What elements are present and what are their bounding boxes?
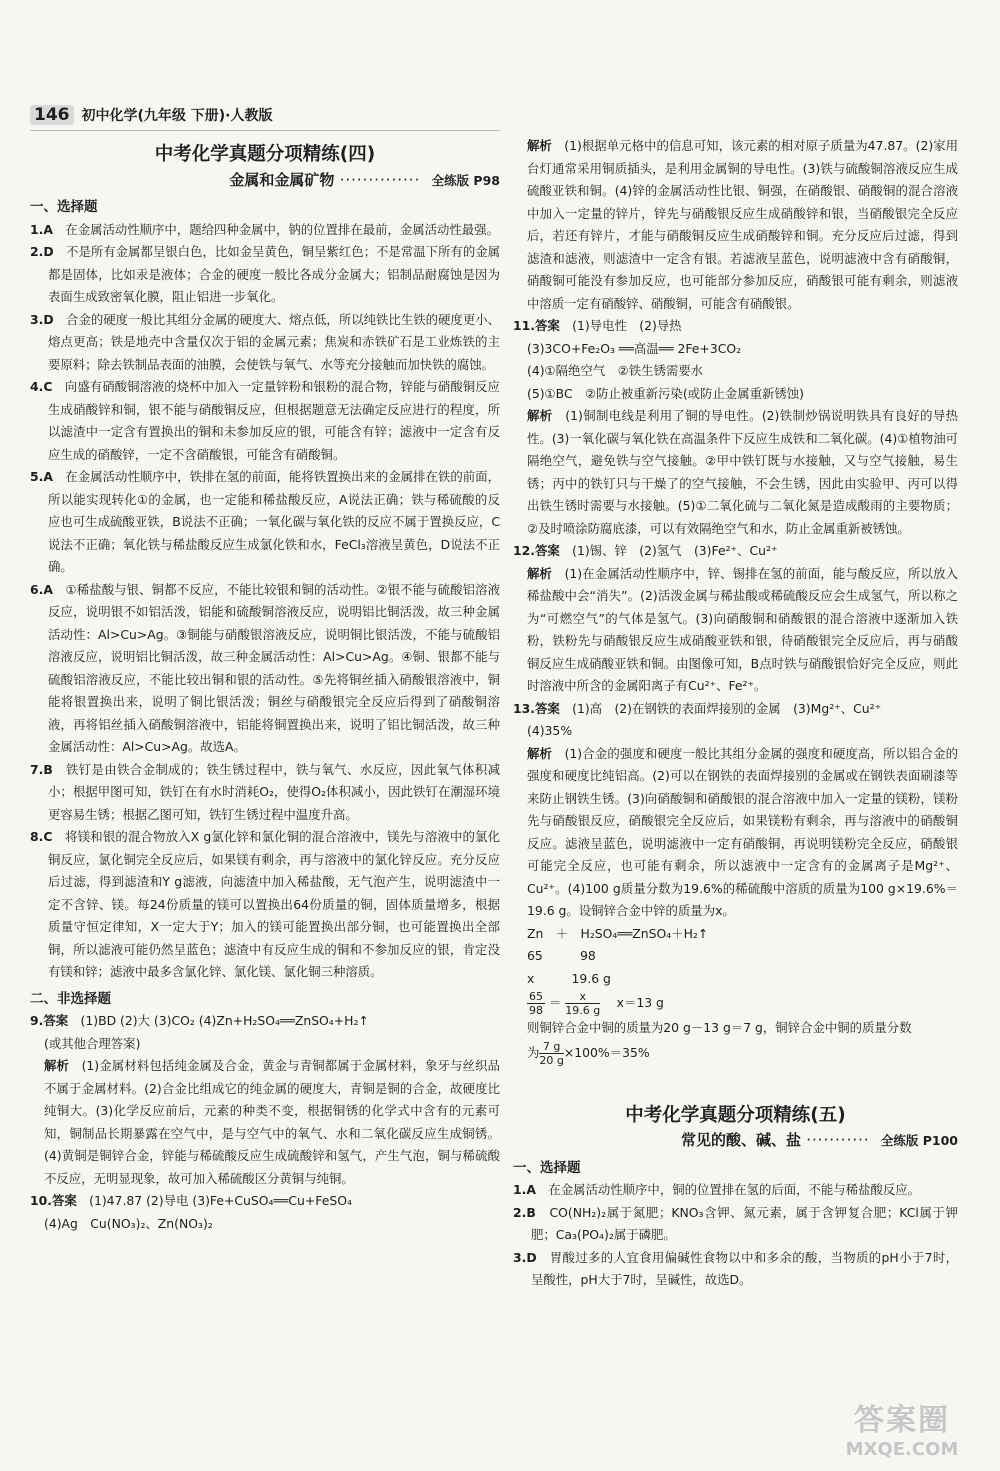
answer-item [513,1247,958,1292]
answer-item [513,315,958,338]
item-number: 1.A [513,1182,536,1197]
answer-item [30,309,500,377]
pct-result: ×100%＝35% [563,1044,650,1060]
analysis [513,405,958,540]
answer-note: (或其他合理答案) [44,1035,141,1051]
item-text: CO(NH₂)₂属于氮肥；KNO₃含钾、氮元素，属于含钾复合肥；KCl属于钾肥；Ca₃(PO₄)₂属于磷肥。 [531,1204,958,1242]
part-heading: 一、选择题 [513,1159,581,1176]
numerator: 65 [529,990,543,1003]
watermark [822,1395,982,1465]
item-text: 在金属活动性顺序中，铜的位置排在氢的后面，不能与稀盐酸反应。 [548,1182,921,1197]
subtitle-text: 常见的酸、碱、盐 [680,1131,801,1149]
answer-item [30,466,500,579]
subtitle-ref: 全练版 P98 [431,172,500,188]
analysis [513,563,958,698]
item-answer: (1)锡、锌 (2)氢气 (3)Fe²⁺、Cu²⁺ [572,543,778,558]
answer-item [30,376,500,466]
analysis-label: 解析 [527,138,552,153]
numerator: 7 g [539,1040,563,1054]
item-answer: (1)高 (2)在钢铁的表面焊接别的金属 (3)Mg²⁺、Cu²⁺ [572,700,882,716]
answer-item [30,1010,500,1033]
denominator: 19.6 g [565,1004,601,1017]
answer-label: 答案 [534,700,560,716]
analysis [513,135,958,315]
item-answer: (1)BD (2)大 (3)CO₂ (4)Zn+H₂SO₄══ZnSO₄+H₂↑ [80,1013,369,1028]
fraction [565,990,600,1017]
item-text: ①稀盐酸与银、铜都不反应，不能比较银和铜的活动性。②银不能与硫酸铝溶液反应，说明银不如铝活泼，铝能和硫酸铜溶液反应，说明铝比铜活泼，故三种金属活动性：Al>Cu>Ag。③铜能与硝酸银溶液反应，说明铜比银活泼，不能与硫酸铝溶液反应，说明铝比铜活泼，故三种金属活动性：Al>Cu>Ag。④铜、银都不能与硫酸铝溶液反应，不能比较出铜和银的活动性。⑤先将铜丝插入硝酸银溶液中，铜能将银置换出来，说明了铜比银活泼；铜丝与硝酸银完全反应后得到了硝酸铜溶液，再将铝丝插入硝酸铜溶液中，铝能将铜置换出来，说明了铝比铜活泼，故三种金属活动性：Al>Cu>Ag。故选A。 [48,581,501,754]
item-number: 6.A [30,581,53,597]
watermark-logo: 答案圈 [854,1403,950,1438]
calc-row: x 19.6 g [527,970,611,986]
item-number: 5.A [30,469,53,484]
answer-item [30,1190,500,1213]
analysis-label: 解析 [44,1058,70,1073]
book-title: 初中化学(九年级 下册)·人教版 [81,108,273,124]
part-heading: 一、选择题 [30,199,98,215]
analysis-label: 解析 [527,565,553,581]
item-number: 2.D [30,244,54,259]
item-number: 12. [513,543,535,558]
item-number: 3.D [513,1249,537,1265]
answer-item [513,1202,958,1247]
section-subtitle [513,1129,958,1153]
item-number: 9. [30,1013,44,1028]
answer-item [30,826,500,984]
item-text: 向盛有硝酸铜溶液的烧杯中加入一定量锌粉和银粉的混合物，锌能与硝酸铜反应生成硝酸锌和铜，银不能与硝酸铜反应，但根据题意无法确定反应进行的程度，所以滤渣中一定含有置换出的铜和未参加反应的银，可能含有锌；滤液中一定含有反应生成的硝酸锌，一定不含硝酸银，可能含有硝酸铜。 [48,379,501,462]
answer-item [30,219,500,242]
calc-equation: Zn ＋ H₂SO₄══ZnSO₄＋H₂↑ [527,925,709,941]
analysis-label: 解析 [527,408,553,423]
item-text: 将镁和银的混合物放入X g氯化锌和氯化铜的混合溶液中，镁先与溶液中的氯化铜反应，氯化铜完全反应后，如果镁有剩余，再与溶液中的氯化锌反应。充分反应后过滤，得到滤渣和Y g滤液，向滤渣中加入稀盐酸，无气泡产生，说明滤渣中一定不含锌、镁。每24份质量的镁可以置换出64份质量的铜，固体质量增多，根据质量守恒定律知，X一定大于Y；加入的镁可能置换出部分铜，也可能置换出全部铜，所以滤液可能仍然呈蓝色；滤渣中有反应生成的铜和不参加反应的银，肯定没有镁和锌；滤液中最多含氯化锌、氯化镁、氯化铜三种溶质。 [48,829,501,979]
denominator: 98 [529,1004,543,1017]
calc-result: x＝13 g [616,995,664,1010]
analysis-label: 解析 [527,745,553,761]
right-column [513,135,958,1292]
subtitle-dots: ·············· [339,170,421,189]
part-heading: 二、非选择题 [30,990,111,1007]
section-title: 中考化学真题分项精练(四) [154,144,376,165]
answer-line: (5)①BC ②防止被重新污染(或防止金属重新锈蚀) [527,385,805,401]
numerator: x [565,990,600,1004]
fraction [527,990,545,1017]
subtitle-ref: 全练版 P100 [880,1133,958,1148]
calc-row: 65 98 [527,948,596,963]
analysis-text: (1)合金的强度和硬度一般比其组分金属的强度和硬度高，所以铝合金的强度和硬度比纯铝高。(2)可以在钢铁的表面焊接别的金属或在钢铁表面刷漆等来防止钢铁生锈。(3)向硝酸铜和硝酸银的混合溶液中加入一定量的镁粉，镁粉先与硝酸银反应，硝酸银完全反应后，如果镁粉有剩余，再与溶液中的硝酸铜反应。滤液呈蓝色，说明滤液中一定有硝酸铜，再说明镁粉完全反应，硝酸银可能完全反应，也可能有剩余，所以滤液中一定含有的金属离子是Mg²⁺、Cu²⁺。(4)100 g质量分数为19.6%的稀硫酸中溶质的质量为100 g×19.6%＝19.6 g。设铜锌合金中锌的质量为x。 [527,745,958,918]
item-number: 2.B [513,1204,536,1220]
page-number: 146 [30,105,74,125]
analysis-text: (1)根据单元格中的信息可知，该元素的相对原子质量为47.87。(2)家用台灯通常采用铜质插头，是利用金属铜的导电性。(3)铁与硫酸铜溶液反应生成硫酸亚铁和铜。(4)锌的金属活动性比银、铜强，在硝酸银、硝酸铜的混合溶液中加入一定量的锌片，锌先与硝酸银反应生成硝酸锌和银，当硝酸银完全反应后，若还有锌片，才能与硝酸铜反应生成硝酸锌和铜。充分反应后过滤，得到滤渣和滤液，则滤渣中一定含有银。若滤液呈蓝色，说明滤液中含有硝酸铜，硝酸铜可能没有参加反应，也可能部分参加反应，硝酸银可能有剩余，则滤液中溶质一定有硝酸锌、硝酸铜，可能含有硝酸银。 [527,138,959,311]
answer-label: 答案 [43,1013,69,1028]
item-number: 3.D [30,311,54,327]
item-answer: (1)47.87 (2)导电 (3)Fe+CuSO₄══Cu+FeSO₄ [89,1193,352,1208]
answer-item [30,759,500,827]
analysis-text: (1)铜制电线是利用了铜的导电性。(2)铁制炒锅说明铁具有良好的导热性。(3)一氧化碳与氧化铁在高温条件下反应生成铁和二氧化碳。(4)①植物油可隔绝空气，避免铁与空气接触。②甲中铁钉既与水接触，又与空气接触，易生锈；丙中的铁钉只与干燥了的空气接触，不会生锈，因此由实验甲、丙可以得出铁生锈时需要与水接触。(5)①二氧化硫与二氧化氮是造成酸雨的主要物质；②及时喷涂防腐底漆，可以有效隔绝空气和水，防止金属重新被锈蚀。 [527,408,959,536]
item-number: 13. [513,700,535,716]
page-header [30,100,500,131]
item-number: 4.C [30,379,53,394]
item-text: 在金属活动性顺序中，题给四种金属中，钠的位置排在最前，金属活动性最强。 [65,221,499,237]
item-number: 1.A [30,221,53,237]
pct-prefix: 为 [527,1044,540,1060]
left-column [30,140,500,1235]
item-number: 8.C [30,829,53,844]
answer-item [513,698,958,721]
section-title: 中考化学真题分项精练(五) [625,1104,846,1126]
calc-percentage [513,1040,958,1067]
watermark-site: MXQE.COM [845,1439,959,1460]
item-text: 不是所有金属都呈银白色，比如金呈黄色，铜呈紫红色；不是常温下所有的金属都是固体，比如汞是液体；合金的硬度一般比各成分金属大；铝制品耐腐蚀是因为表面生成致密氧化膜，阻止铝进一步氧化。 [48,244,501,304]
item-number: 7.B [30,761,53,777]
fraction [539,1040,563,1067]
answer-label: 答案 [51,1193,77,1208]
subtitle-dots: ··········· [806,1131,870,1149]
answer-item [513,540,958,563]
calc-ratio: $\frac{65}{98}$ ＝ $\frac{x}{19.6 g}$ x＝13 g [529,990,664,1017]
answer-item [513,1179,958,1202]
answer-label: 答案 [534,543,560,558]
analysis [30,1055,500,1190]
denominator: 20 g [539,1053,564,1067]
item-text: 胃酸过多的人宜食用偏碱性食物以中和多余的酸，当物质的pH小于7时，呈酸性，pH大于7时，呈碱性，故选D。 [531,1249,958,1287]
answer-item [30,579,500,759]
answer-line: (4)35% [527,723,573,738]
section-subtitle [30,169,500,193]
item-answer: (1)导电性 (2)导热 [572,318,682,333]
answer-line: (4)①隔绝空气 ②铁生锈需要水 [527,363,704,378]
calc-conclusion: 则铜锌合金中铜的质量为20 g－13 g＝7 g，铜锌合金中铜的质量分数 [527,1020,912,1035]
analysis [513,743,958,923]
answer-item [30,241,500,309]
item-number: 11. [513,318,535,333]
item-text: 铁钉是由铁合金制成的；铁生锈过程中，铁与氧气、水反应，因此氧气体积减小；根据甲图可知，铁钉在有水时消耗O₂，使得O₂体积减小，因此铁钉在潮湿环境更容易生锈；根据乙图可知，铁钉生锈过程中温度升高。 [48,761,501,822]
item-number: 10. [30,1193,52,1208]
analysis-text: (1)在金属活动性顺序中，锌、锡排在氢的前面，能与酸反应，所以放入稀盐酸中会“消失”。(2)活泼金属与稀盐酸或稀硫酸反应会生成氢气，所以称之为“可燃空气”的气体是氢气。(3)向硝酸铜和硝酸银的混合溶液中逐渐加入铁粉，铁粉先与硝酸银反应生成硝酸亚铁和银，待硝酸银完全反应后，再与硝酸铜反应生成硝酸亚铁和铜。由图像可知，B点时铁与硝酸银恰好完全反应，则此时溶液中所含的金属阳离子有Cu²⁺、Fe²⁺。 [527,565,958,693]
item-text: 在金属活动性顺序中，铁排在氢的前面，能将铁置换出来的金属排在铁的前面，所以能实现转化①的金属，也一定能和稀盐酸反应，A说法正确；铁与稀硫酸的反应也可生成硫酸亚铁，B说法不正确；一氧化碳与氧化铁的反应不属于置换反应，C说法不正确；氧化铁与稀盐酸反应生成氯化铁和水，FeCl₃溶液呈黄色，D说法不正确。 [48,469,501,574]
analysis-text: (1)金属材料包括纯金属及合金，黄金与青铜都属于金属材料，象牙与丝织品不属于金属材料。(2)合金比组成它的纯金属的硬度大，青铜是铜的合金，故硬度比纯铜大。(3)化学反应前后，元素的种类不变，根据铜锈的化学式中含有的元素可知，铜制品长期暴露在空气中，是与空气中的氧气、水和二氧化碳反应生成铜锈。(4)黄铜是铜锌合金，锌能与稀硫酸反应生成硫酸锌和氢气，产生气泡，铜与稀硫酸不反应，无明显现象，故可加入稀硫酸区分黄铜与纯铜。 [44,1058,501,1186]
item-text: 合金的硬度一般比其组分金属的硬度大、熔点低，所以纯铁比生铁的硬度更小、熔点更高；铁是地壳中含量仅次于铝的金属元素；焦炭和赤铁矿石是工业炼铁的主要原料；除去铁制品表面的油膜，会使铁与氧气、水等充分接触而加快铁的腐蚀。 [48,311,501,372]
answer-line: (4)Ag Cu(NO₃)₂、Zn(NO₃)₂ [44,1215,213,1231]
answer-label: 答案 [534,318,560,333]
subtitle-text: 金属和金属矿物 [229,170,335,189]
answer-line: (3)3CO+Fe₂O₃ ══高温══ 2Fe+3CO₂ [527,340,742,356]
